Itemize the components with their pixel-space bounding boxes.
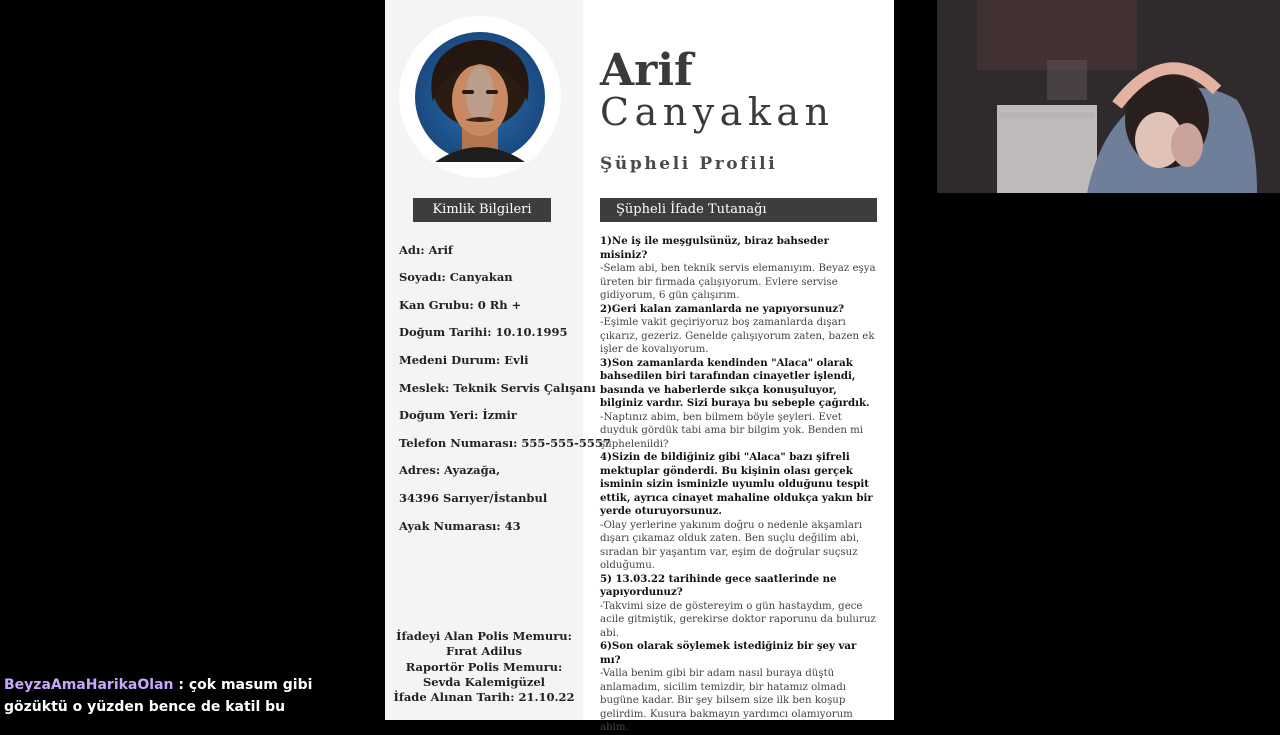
answer: -Valla benim gibi bir adam nasıl buraya düştü anlamadım, sicilim temizdir, bir hatamız olmadı bugüne kadar. Bir şey bilsem size ilk ben koşup gelirdim. Kusura bakmayın yardımcı olamıyorum abim. <box>600 668 853 733</box>
reporter-name: Sevda Kalemigüzel <box>422 674 546 689</box>
question: 6)Son olarak söylemek istediğiniz bir şey var mı? <box>600 640 857 666</box>
chat-username: BeyzaAmaHarikaOlan <box>4 677 174 693</box>
webcam-overlay <box>937 0 1280 193</box>
statement-date: İfade Alınan Tarih: 21.10.22 <box>393 690 575 705</box>
question: 2)Geri kalan zamanlarda ne yapıyorsunuz? <box>600 302 844 315</box>
chat-separator: : <box>173 677 189 693</box>
question: 3)Son zamanlarda kendinden "Alaca" olarak bahsedilen biri tarafından cinayetler işlendi, basında ve haberlerde sıkça konuşuluyor, bilginiz vardır. Sizi buraya bu sebeple çağırdık. <box>600 356 870 409</box>
suspect-last-name: Canyakan <box>600 90 835 134</box>
field-occupation: Meslek: Teknik Servis Çalışanı <box>399 381 596 395</box>
officer-label: İfadeyi Alan Polis Memuru: <box>396 629 572 643</box>
answer: -Takvimi size de göstereyim o gün hastaydım, gece acile gitmiştik, gerekirse doktor raporunu da buluruz abi. <box>600 600 876 639</box>
officer-name: Fırat Adilus <box>446 644 522 659</box>
field-address: Adres: Ayazağa, <box>399 463 501 477</box>
question: 5) 13.03.22 tarihinde gece saatlerinde ne yapıyordunuz? <box>600 572 837 598</box>
identity-section-heading: Kimlik Bilgileri <box>413 198 551 222</box>
question: 1)Ne iş ile meşgulsünüz, biraz bahseder misiniz? <box>600 235 830 261</box>
field-birth-date: Doğum Tarihi: 10.10.1995 <box>399 325 568 339</box>
suspect-first-name: Arif <box>600 45 693 96</box>
avatar-frame <box>399 16 561 178</box>
question: 4)Sizin de bildiğiniz gibi "Alaca" bazı şifreli mektuplar gönderdi. Bu kişinin olası gerçek isminin sizin isminizle uyumlu olduğunu tespit ettik, ayrıca cinayet mahaline oldukça yakın bir yerde oturuyorsunuz. <box>600 451 873 517</box>
statement-body <box>600 235 878 735</box>
answer: -Eşimle vakit geçiriyoruz boş zamanlarda dışarı çıkarız, gezeriz. Genelde çalışıyorum zaten, bazen ek işler de kovalıyorum. <box>600 317 875 355</box>
chat-message <box>4 674 364 718</box>
statement-heading-text: Şüpheli İfade Tutanağı <box>616 202 767 217</box>
avatar <box>415 32 545 162</box>
field-name: Adı: Arif <box>399 243 453 257</box>
identity-column <box>385 0 611 720</box>
profile-label: Şüpheli Profili <box>600 154 778 174</box>
field-surname: Soyadı: Canyakan <box>399 270 513 284</box>
answer: -Selam abi, ben teknik servis elemanıyım. Beyaz eşya üreten bir firmada çalışıyorum. Evlere servise gidiyorum, 6 gün çalışırım. <box>600 263 876 301</box>
statement-section-heading <box>600 198 877 222</box>
field-marital-status: Medeni Durum: Evli <box>399 353 529 367</box>
streamer-camera-icon <box>937 0 1280 193</box>
chat-text: çok masum gibi gözüktü o yüzden bence de katil bu <box>4 677 313 715</box>
field-shoe-size: Ayak Numarası: 43 <box>399 519 521 533</box>
field-phone: Telefon Numarası: 555-555-5557 <box>399 436 611 450</box>
reporter-label: Raportör Polis Memuru: <box>405 659 563 674</box>
signature-block <box>385 629 583 705</box>
answer: -Naptınız abim, ben bilmem böyle şeyleri. Evet duyduk gördük tabi ama bir bilgim yok. Benden mi şüphelenildi? <box>600 411 864 450</box>
answer: -Olay yerlerine yakınım doğru o nedenle akşamları dışarı çıkamaz olduk zaten. Ben suçlu değilim abi, sıradan bir yaşantım var, eşim de doğrular suçsuz olduğumu. <box>600 519 863 571</box>
field-blood-type: Kan Grubu: 0 Rh + <box>399 298 522 312</box>
field-birth-place: Doğum Yeri: İzmir <box>399 408 517 422</box>
suspect-document <box>385 0 894 733</box>
suspect-portrait-icon <box>415 32 545 162</box>
field-address-city: 34396 Sarıyer/İstanbul <box>399 491 548 505</box>
